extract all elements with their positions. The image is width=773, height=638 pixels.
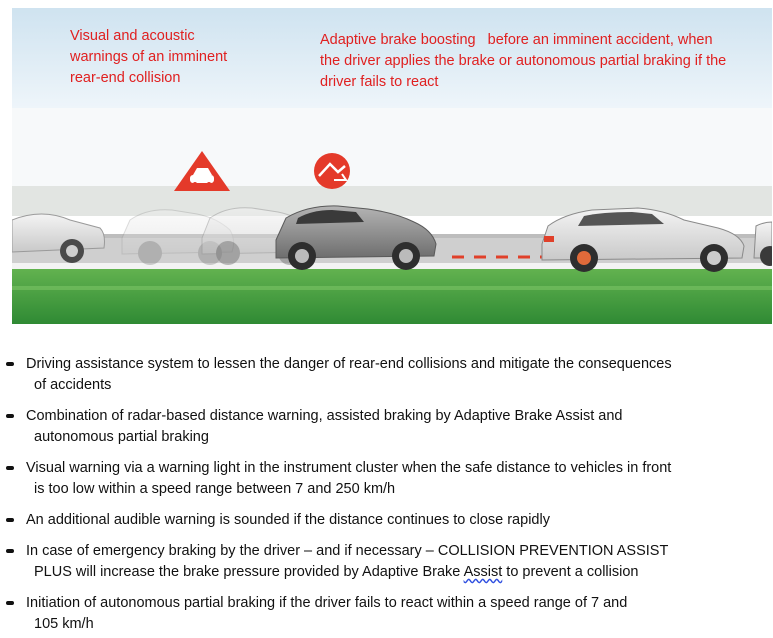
list-item bbox=[6, 541, 766, 583]
list-item-text: Combination of radar-based distance warning, assisted braking by Adaptive Brake Assist and bbox=[26, 408, 623, 424]
list-item bbox=[6, 354, 766, 396]
caption-warnings-line: rear-end collision bbox=[70, 70, 181, 86]
list-item bbox=[6, 593, 766, 635]
brake-boost-circle-icon bbox=[314, 153, 350, 189]
caption-warnings-line: Visual and acoustic bbox=[70, 28, 195, 44]
list-item-text: Driving assistance system to lessen the danger of rear-end collisions and mitigate the consequences bbox=[26, 356, 672, 372]
list-item bbox=[6, 458, 766, 500]
caption-brake-line: Adaptive brake boosting before an imminent accident, when bbox=[320, 32, 713, 48]
caption-warnings bbox=[70, 26, 270, 89]
caption-brake-boosting bbox=[320, 30, 772, 93]
spellcheck-underline: Assist bbox=[463, 564, 503, 580]
caption-brake-line: driver fails to react bbox=[320, 74, 439, 90]
list-item-text: PLUS will increase the brake pressure provided by Adaptive Brake Assist to prevent a collision bbox=[34, 564, 639, 580]
list-item-text: Visual warning via a warning light in the instrument cluster when the safe distance to vehicles in front bbox=[26, 460, 672, 476]
bullet-icon bbox=[6, 414, 14, 418]
caption-brake-line: the driver applies the brake or autonomous partial braking if the bbox=[320, 53, 727, 69]
bullet-icon bbox=[6, 518, 14, 522]
grass bbox=[12, 269, 772, 324]
list-item-text: In case of emergency braking by the driver – and if necessary – COLLISION PREVENTION ASSIST bbox=[26, 543, 669, 559]
list-item bbox=[6, 510, 766, 531]
list-item-text: Initiation of autonomous partial braking if the driver fails to react within a speed range of 7 and bbox=[26, 595, 628, 611]
caption-warnings-line: warnings of an imminent bbox=[70, 49, 228, 65]
bullet-icon bbox=[6, 549, 14, 553]
list-item bbox=[6, 406, 766, 448]
bullet-icon bbox=[6, 466, 14, 470]
list-item-text: 105 km/h bbox=[34, 616, 94, 632]
list-item-text: of accidents bbox=[34, 377, 112, 393]
list-item-text: is too low within a speed range between 7 and 250 km/h bbox=[34, 481, 396, 497]
horizon bbox=[12, 108, 772, 188]
road-line bbox=[12, 263, 772, 269]
feature-list bbox=[6, 354, 766, 635]
bullet-icon bbox=[6, 601, 14, 605]
list-item-text: An additional audible warning is sounded if the distance continues to close rapidly bbox=[26, 512, 550, 528]
grass-stripe bbox=[12, 286, 772, 290]
list-item-text: autonomous partial braking bbox=[34, 429, 209, 445]
bullet-icon bbox=[6, 362, 14, 366]
collision-illustration bbox=[12, 8, 772, 324]
